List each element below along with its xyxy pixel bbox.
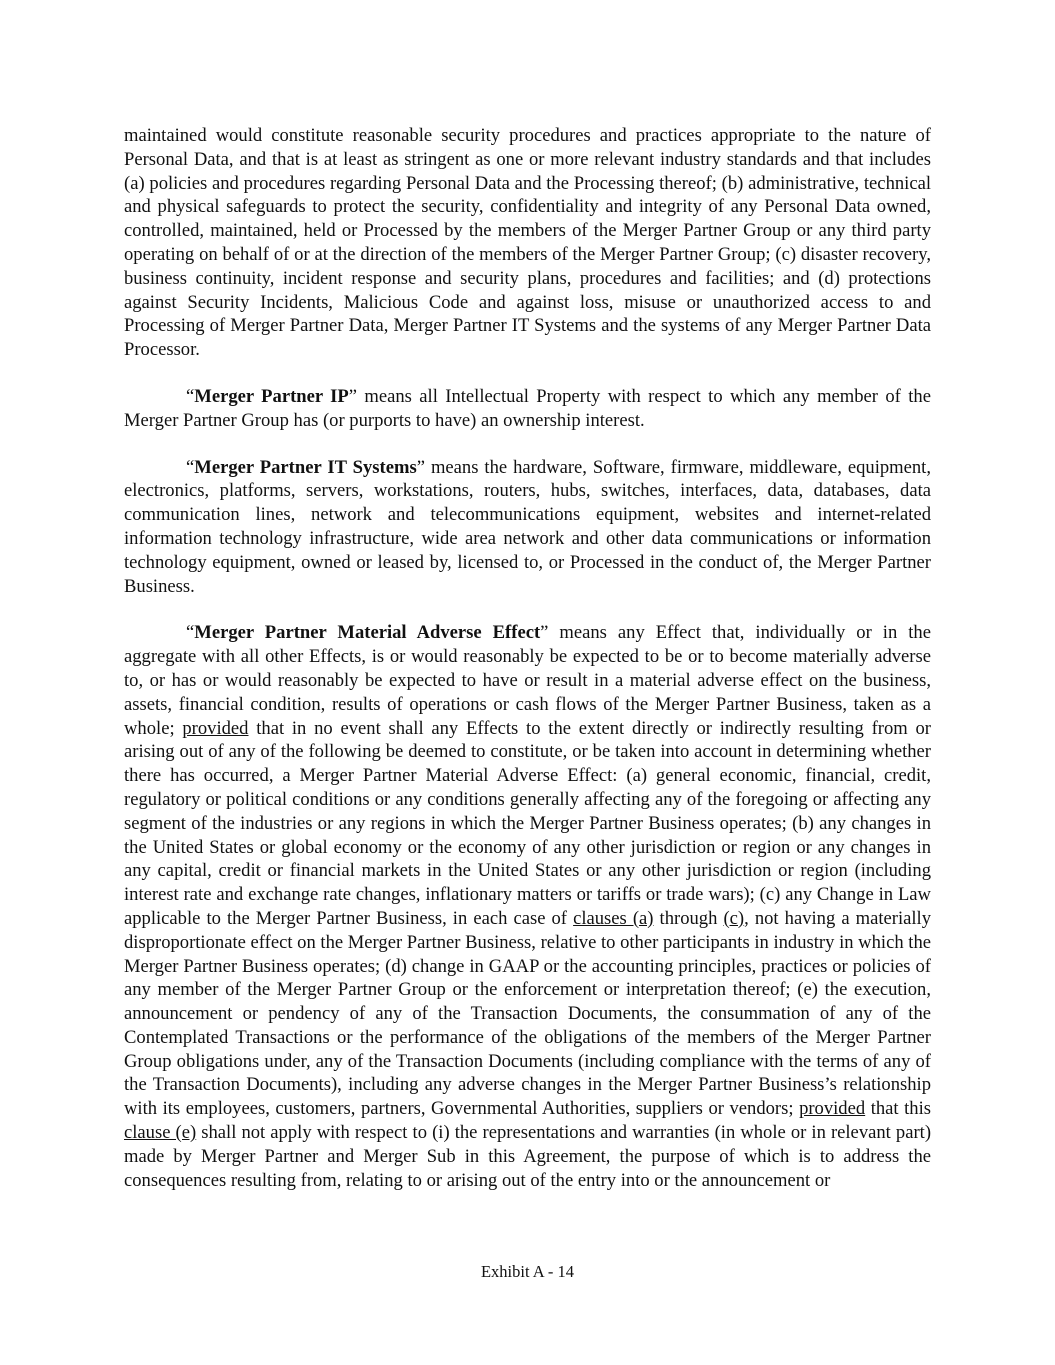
text-run: that in no event shall any Effects to the extent directly or indirectly resulting from or arising out of any of the following be deemed to constitute, or be taken into account in determining whether there has occurred, a Merger Partner Material Adverse Effect: (a) general economic, financial, credit, regulatory or political conditions or any conditions generally affecting any of the foregoing or affecting any segment of the industries or any regions in which the Merger Partner Business operates; (b) any changes in the United States or global economy or the economy of any other jurisdiction or region or any changes in any capital, credit or financial markets in the United States or any other jurisdiction or region (including interest rate and exchange rate changes, inflationary matters or tariffs or trade wars); (c) any Change in Law applicable to the Merger Partner Business, in each case of	[124, 717, 931, 929]
text-run: ” means the hardware, Software, firmware, middleware, equipment, electronics, platforms, servers, workstations, routers, hubs, switches, interfaces, data, databases, data communication lines, network and telecommunications equipment, websites and internet-related information technology infrastructure, wide area network and other data communications or information technology equipment, owned or leased by, licensed to, or Processed in the conduct of, the Merger Partner Business.	[124, 456, 931, 597]
text-run: through	[653, 907, 724, 929]
text-run: ” means any Effect that, individually or in the aggregate with all other Effects, is or would reasonably be expected to be or to become materially adverse to, or has or would reasonably be expected to have or result in a material adverse effect on the business, assets, financial condition, results of operations or cash flows of the Merger Partner Business, taken as a whole;	[124, 622, 931, 739]
text-run: “	[186, 622, 195, 644]
text-run: ” means all Intellectual Property with respect to which any member of the Merger Partner Group has (or purports to have) an ownership interest.	[124, 385, 931, 431]
text-run: shall not apply with respect to (i) the representations and warranties (in whole or in relevant part) made by Merger Partner and Merger Sub in this Agreement, the purpose of which is to address the consequences resulting from, relating to or arising out of the entry into or the announcement or	[124, 1122, 932, 1191]
underlined-text: provided	[182, 717, 249, 739]
defined-term: Merger Partner IP	[194, 385, 349, 407]
defined-term: Merger Partner IT Systems	[194, 456, 417, 478]
paragraph	[124, 124, 931, 362]
paragraph	[124, 385, 931, 433]
underlined-text: (c)	[723, 907, 745, 929]
text-run: “	[186, 385, 195, 407]
underlined-text: clauses (a)	[573, 907, 654, 929]
text-run: “	[186, 456, 195, 478]
text-run: maintained would constitute reasonable security procedures and practices appropriate to the nature of Personal Data, and that is at least as stringent as one or more relevant industry standards and that includes (a) policies and procedures regarding Personal Data and the Processing thereof; (b) administrative, technical and physical safeguards to protect the security, confidentiality and integrity of any Personal Data owned, controlled, maintained, held or Processed by the members of the Merger Partner Group or any third party operating on behalf of or at the direction of the members of the Merger Partner Group; (c) disaster recovery, business continuity, incident response and security plans, procedures and facilities; and (d) protections against Security Incidents, Malicious Code and against loss, misuse or unauthorized access to and Processing of Merger Partner Data, Merger Partner IT Systems and the systems of any Merger Partner Data Processor.	[124, 125, 931, 361]
paragraph	[124, 621, 931, 1192]
text-run: that this	[865, 1098, 931, 1120]
underlined-text: provided	[799, 1098, 866, 1120]
page-footer: Exhibit A - 14	[480, 1262, 575, 1281]
paragraph	[124, 456, 931, 599]
defined-term: Merger Partner Material Adverse Effect	[194, 622, 541, 644]
document-body	[124, 124, 931, 1215]
text-run: , not having a materially disproportionate effect on the Merger Partner Business, relative to other participants in industry in which the Merger Partner Business operates; (d) change in GAAP or the accounting principles, practices or policies of any member of the Merger Partner Group or the enforcement or interpretation thereof; (e) the execution, announcement or pendency of any of the Transaction Documents, the consummation of any of the Contemplated Transactions or the performance of the obligations of the members of the Merger Partner Group obligations under, any of the Transaction Documents (including compliance with the terms of any of the Transaction Documents), including any adverse changes in the Merger Partner Business’s relationship with its employees, customers, partners, Governmental Authorities, suppliers or vendors;	[124, 907, 932, 1120]
underlined-text: clause (e)	[124, 1122, 197, 1144]
